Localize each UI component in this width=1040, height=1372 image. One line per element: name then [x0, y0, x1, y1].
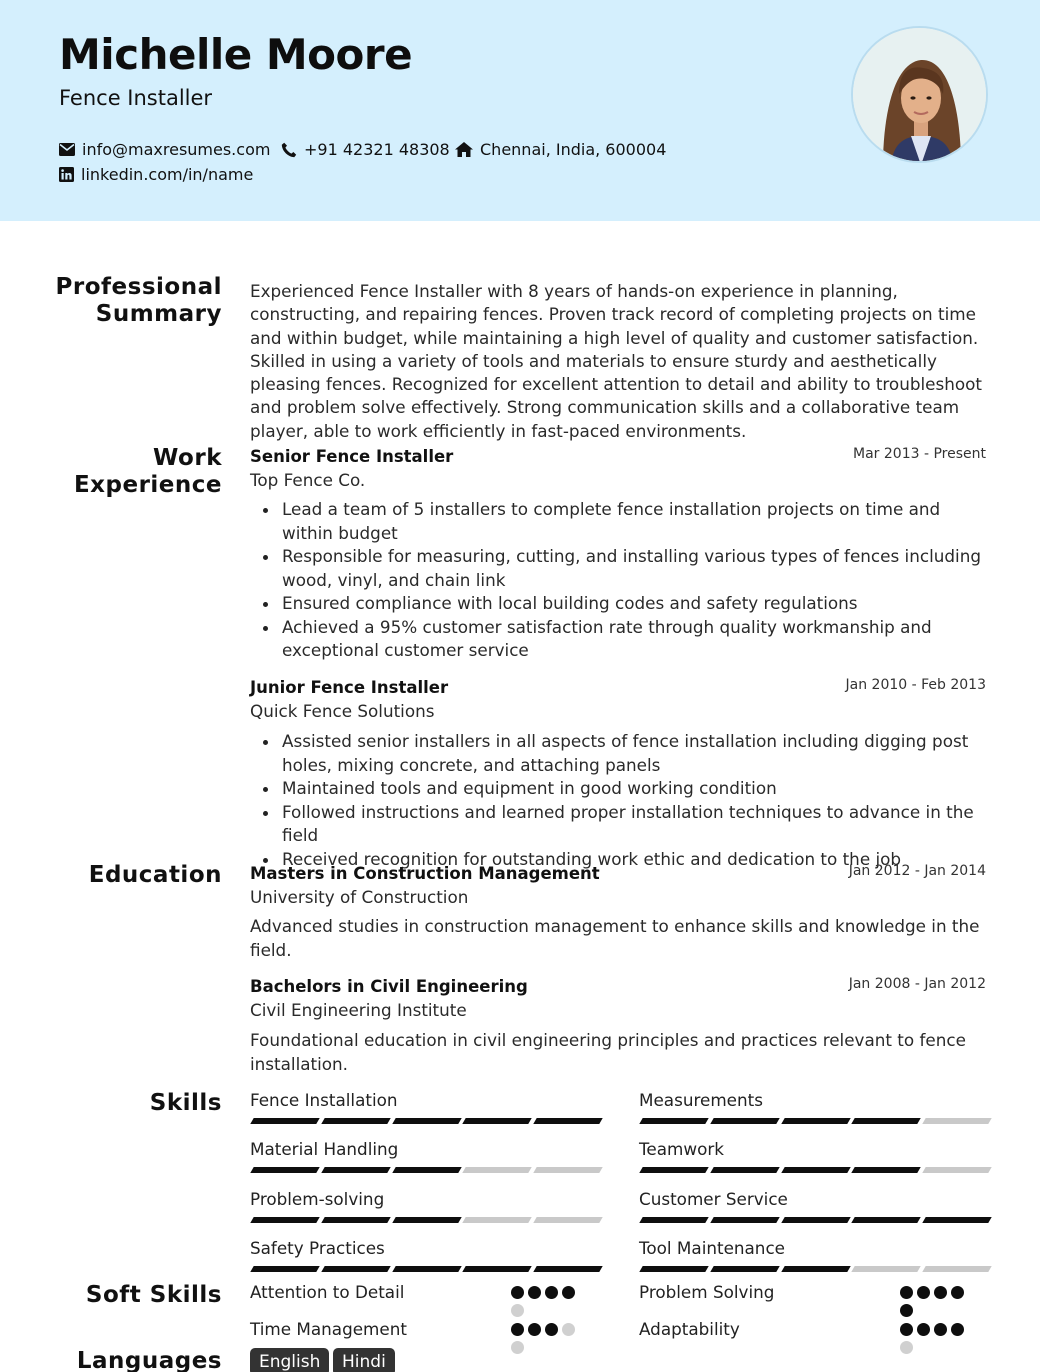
skill-level-segment: [321, 1118, 390, 1124]
list-item: Achieved a 95% customer satisfaction rate through quality workmanship and exceptional customer service: [282, 616, 987, 663]
resume-header: [0, 0, 1040, 221]
job-role: Junior Fence Installer: [250, 678, 449, 697]
rating-dot: [562, 1323, 575, 1336]
section-title-summary: [0, 274, 222, 328]
skill-level-segment: [781, 1266, 850, 1272]
rating-dot: [934, 1323, 947, 1336]
skill-level-segment: [533, 1167, 602, 1173]
skill-level-segment: [710, 1167, 779, 1173]
skill-level-segment: [852, 1266, 921, 1272]
skill-level-bar: [252, 1266, 601, 1272]
skill-level-segment: [852, 1217, 921, 1223]
list-item: Maintained tools and equipment in good working condition: [282, 777, 987, 801]
section-title-education: Education: [88, 862, 222, 888]
job-bullet-list: [282, 498, 987, 663]
skill-level-segment: [250, 1118, 319, 1124]
skill-level-segment: [463, 1118, 532, 1124]
skill-level-segment: [639, 1167, 708, 1173]
soft-skill-rating: [511, 1286, 586, 1317]
rating-dot: [934, 1286, 947, 1299]
linkedin-icon: [59, 167, 74, 182]
candidate-title: Fence Installer: [59, 86, 213, 110]
soft-skill-label: Attention to Detail: [250, 1282, 405, 1302]
list-item: Followed instructions and learned proper installation techniques to advance in the field: [282, 801, 987, 848]
rating-dot: [545, 1323, 558, 1336]
section-title-work: Work Experience: [73, 445, 222, 498]
soft-skill-label: Adaptability: [639, 1319, 740, 1339]
education-dates: Jan 2008 - Jan 2012: [848, 976, 986, 992]
envelope-icon: [59, 143, 75, 156]
soft-skill-label: Problem Solving: [639, 1282, 775, 1302]
skill-level-segment: [392, 1118, 461, 1124]
skill-level-segment: [922, 1266, 991, 1272]
rating-dot: [528, 1286, 541, 1299]
skill-level-bar: [641, 1217, 990, 1223]
job-role: Senior Fence Installer: [250, 447, 454, 466]
skill-level-segment: [852, 1167, 921, 1173]
rating-dot: [528, 1323, 541, 1336]
education-description: Advanced studies in construction management to enhance skills and knowledge in the field.: [250, 916, 980, 960]
education-description: Foundational education in civil engineering principles and practices relevant to fence installation.: [250, 1030, 966, 1074]
language-badge: Hindi: [333, 1348, 395, 1372]
rating-dot: [900, 1286, 913, 1299]
skill-label: Customer Service: [639, 1189, 788, 1209]
skill-level-segment: [250, 1266, 319, 1272]
skill-label: Problem-solving: [250, 1189, 385, 1209]
list-item: Responsible for measuring, cutting, and installing various types of fences including wood, vinyl, and chain link: [282, 545, 987, 592]
skill-label: Material Handling: [250, 1139, 399, 1159]
rating-dot: [951, 1286, 964, 1299]
job-company: Top Fence Co.: [250, 470, 366, 490]
skill-level-segment: [781, 1167, 850, 1173]
section-title-summary-text: Professional Summary: [55, 274, 222, 327]
skill-level-segment: [392, 1217, 461, 1223]
skill-level-bar: [641, 1118, 990, 1124]
section-title-soft-skills: Soft Skills: [85, 1282, 222, 1308]
skill-level-segment: [710, 1266, 779, 1272]
skill-level-bar: [252, 1118, 601, 1124]
education-degree: Masters in Construction Management: [250, 864, 600, 883]
rating-dot: [511, 1286, 524, 1299]
soft-skill-rating: [900, 1286, 975, 1317]
skill-label: Fence Installation: [250, 1090, 398, 1110]
profile-photo: [851, 26, 988, 163]
location-text: Chennai, India, 600004: [480, 140, 667, 159]
home-icon: [455, 142, 473, 157]
skill-level-segment: [463, 1217, 532, 1223]
rating-dot: [511, 1341, 524, 1354]
candidate-name: Michelle Moore: [59, 30, 413, 79]
skill-level-segment: [533, 1217, 602, 1223]
skill-level-segment: [922, 1217, 991, 1223]
skill-level-segment: [639, 1217, 708, 1223]
rating-dot: [900, 1341, 913, 1354]
skill-label: Teamwork: [639, 1139, 724, 1159]
rating-dot: [917, 1323, 930, 1336]
skill-level-segment: [922, 1118, 991, 1124]
language-badge: English: [250, 1348, 329, 1372]
skill-level-segment: [710, 1118, 779, 1124]
rating-dot: [562, 1286, 575, 1299]
phone-contact[interactable]: [281, 140, 450, 159]
list-item: Ensured compliance with local building codes and safety regulations: [282, 592, 987, 616]
email-text: info@maxresumes.com: [82, 140, 271, 159]
rating-dot: [900, 1304, 913, 1317]
skill-level-segment: [321, 1167, 390, 1173]
phone-icon: [281, 142, 297, 158]
phone-text: +91 42321 48308: [304, 140, 450, 159]
skill-label: Measurements: [639, 1090, 763, 1110]
soft-skill-rating: [900, 1323, 975, 1354]
job-dates: Mar 2013 - Present: [853, 446, 986, 462]
rating-dot: [545, 1286, 558, 1299]
skill-level-segment: [781, 1118, 850, 1124]
skill-level-segment: [639, 1118, 708, 1124]
skill-level-segment: [392, 1266, 461, 1272]
skill-level-segment: [321, 1217, 390, 1223]
professional-summary: Experienced Fence Installer with 8 years of hands-on experience in planning, constructing, and repairing fences. Proven track record of completing projects on time and within budget, while maintaining a high level of quality and customer satisfaction. Skilled in using a variety of tools and materials to ensure sturdy and aesthetically pleasing fences. Recognized for excellent attention to detail and ability to troubleshoot and problem solve effectively. Strong communication skills and a collaborative team player, able to work efficiently in fast-paced environments.: [250, 281, 982, 441]
section-title-skills: Skills: [149, 1090, 222, 1116]
skill-level-segment: [392, 1167, 461, 1173]
skill-level-segment: [781, 1217, 850, 1223]
skill-level-segment: [922, 1167, 991, 1173]
skill-level-segment: [852, 1118, 921, 1124]
rating-dot: [511, 1323, 524, 1336]
skill-level-bar: [252, 1167, 601, 1173]
skill-level-segment: [463, 1266, 532, 1272]
skill-level-segment: [533, 1266, 602, 1272]
skill-level-bar: [641, 1266, 990, 1272]
education-school: Civil Engineering Institute: [250, 1000, 467, 1020]
education-dates: Jan 2012 - Jan 2014: [848, 863, 986, 879]
list-item: Received recognition for outstanding work ethic and dedication to the job: [282, 848, 987, 872]
rating-dot: [917, 1286, 930, 1299]
skill-level-segment: [250, 1167, 319, 1173]
rating-dot: [900, 1323, 913, 1336]
education-degree: Bachelors in Civil Engineering: [250, 977, 528, 996]
soft-skill-label: Time Management: [250, 1319, 407, 1339]
skill-label: Safety Practices: [250, 1238, 385, 1258]
skill-level-segment: [250, 1217, 319, 1223]
job-bullet-list: [282, 730, 987, 871]
job-dates: Jan 2010 - Feb 2013: [845, 677, 986, 693]
education-school: University of Construction: [250, 887, 469, 907]
location-contact: [455, 140, 666, 159]
skill-level-segment: [463, 1167, 532, 1173]
rating-dot: [951, 1323, 964, 1336]
skill-level-bar: [641, 1167, 990, 1173]
list-item: Assisted senior installers in all aspects of fence installation including digging post holes, mixing concrete, and attaching panels: [282, 730, 987, 777]
skill-level-segment: [710, 1217, 779, 1223]
skill-level-segment: [533, 1118, 602, 1124]
skill-level-segment: [321, 1266, 390, 1272]
linkedin-contact[interactable]: [59, 165, 253, 184]
skill-level-segment: [639, 1266, 708, 1272]
linkedin-text: linkedin.com/in/name: [81, 165, 254, 184]
soft-skill-rating: [511, 1323, 586, 1354]
email-contact[interactable]: [59, 140, 270, 159]
skill-label: Tool Maintenance: [639, 1238, 785, 1258]
skill-level-bar: [252, 1217, 601, 1223]
section-title-languages: Languages: [76, 1348, 222, 1372]
rating-dot: [511, 1304, 524, 1317]
job-company: Quick Fence Solutions: [250, 701, 435, 721]
list-item: Lead a team of 5 installers to complete fence installation projects on time and within budget: [282, 498, 987, 545]
